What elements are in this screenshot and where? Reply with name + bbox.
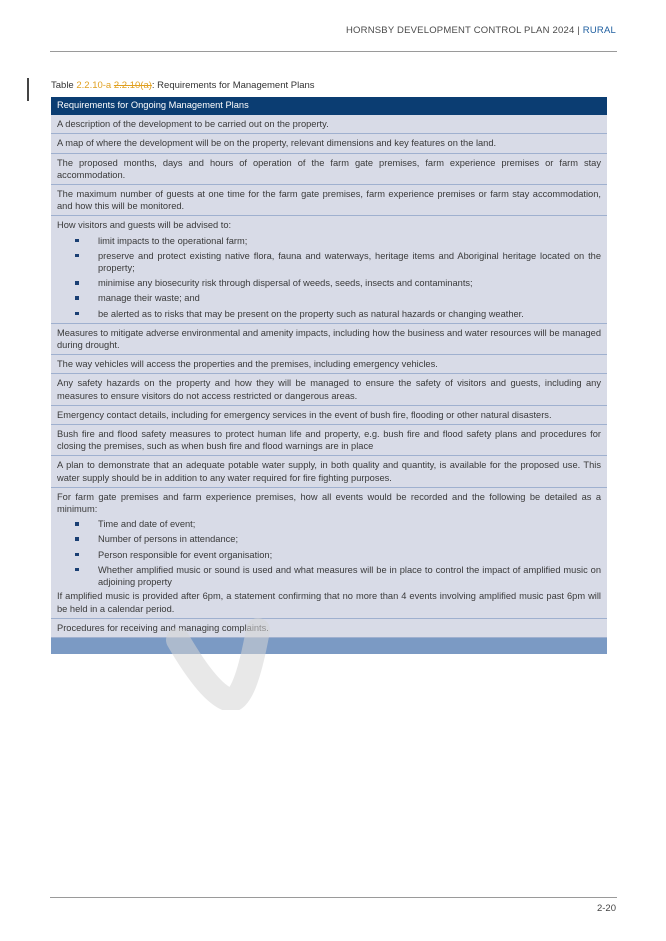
square-bullet-icon xyxy=(75,239,79,243)
table-footer-band xyxy=(51,638,607,654)
header-divider xyxy=(50,51,617,52)
square-bullet-icon xyxy=(75,281,79,285)
table-header: Requirements for Ongoing Management Plans xyxy=(51,97,607,115)
table-row: Any safety hazards on the property and how they will be managed to ensure the safety of visitors and guests, including any measures to ensure visitors do not access restricted or dangerous areas. xyxy=(51,374,607,405)
table-row: A map of where the development will be on the property, relevant dimensions and key features on the land. xyxy=(51,134,607,153)
inserted-table-number: 2.2.10-a xyxy=(76,80,112,91)
square-bullet-icon xyxy=(75,522,79,526)
footer-divider xyxy=(50,897,617,898)
deleted-table-number: 2.2.10(a) xyxy=(113,80,152,91)
table-row: A plan to demonstrate that an adequate potable water supply, in both quality and quantity, is available for the proposed use. This water supply should be in addition to any water required for fire fighting purposes. xyxy=(51,456,607,487)
header-separator: | xyxy=(577,25,580,36)
table-row: A description of the development to be carried out on the property. xyxy=(51,115,607,134)
management-plan-table xyxy=(51,97,607,654)
list-item: minimise any biosecurity risk through dispersal of weeds, seeds, insects and contaminants; xyxy=(57,277,601,289)
table-row: The way vehicles will access the properties and the premises, including emergency vehicles. xyxy=(51,355,607,374)
square-bullet-icon xyxy=(75,568,79,572)
row-intro: For farm gate premises and farm experience premises, how all events would be recorded and the following be detailed as a minimum: xyxy=(57,491,601,515)
section-name: RURAL xyxy=(582,25,616,36)
table-caption xyxy=(51,80,315,91)
bullet-list xyxy=(57,235,601,320)
page-number: 2-20 xyxy=(596,903,616,914)
tracked-change-marker xyxy=(27,78,29,101)
table-row: Emergency contact details, including for emergency services in the event of bush fire, flooding or other natural disasters. xyxy=(51,406,607,425)
list-item: be alerted as to risks that may be present on the property such as natural hazards or changing weather. xyxy=(57,308,601,320)
list-item: Whether amplified music or sound is used and what measures will be in place to control the impact of amplified music on adjoining property xyxy=(57,564,601,588)
caption-prefix: Table xyxy=(51,80,77,91)
running-header xyxy=(346,25,616,36)
square-bullet-icon xyxy=(75,537,79,541)
bullet-list xyxy=(57,518,601,588)
table-row: Bush fire and flood safety measures to protect human life and property, e.g. bush fire and flood safety plans and procedures for closing the premises, such as when bush fire and flood warnings are in place xyxy=(51,425,607,456)
table-row xyxy=(51,488,607,619)
table-row: The maximum number of guests at one time for the farm gate premises, farm experience premises or farm stay accommodation, and how this will be monitored. xyxy=(51,185,607,216)
document-title: HORNSBY DEVELOPMENT CONTROL PLAN 2024 xyxy=(346,25,575,36)
caption-title: : Requirements for Management Plans xyxy=(151,80,315,91)
square-bullet-icon xyxy=(75,312,79,316)
list-item: preserve and protect existing native flora, fauna and waterways, heritage items and Aboriginal heritage located on the property; xyxy=(57,250,601,274)
list-item: manage their waste; and xyxy=(57,292,601,304)
square-bullet-icon xyxy=(75,553,79,557)
square-bullet-icon xyxy=(75,296,79,300)
square-bullet-icon xyxy=(75,254,79,258)
table-row xyxy=(51,216,607,323)
table-row: The proposed months, days and hours of operation of the farm gate premises, farm experience premises or farm stay accommodation. xyxy=(51,154,607,185)
table-row: Measures to mitigate adverse environmental and amenity impacts, including how the business and water resources will be managed during drought. xyxy=(51,324,607,355)
list-item: limit impacts to the operational farm; xyxy=(57,235,601,247)
row-note: If amplified music is provided after 6pm, a statement confirming that no more than 4 events involving amplified music past 6pm will be held in a calendar period. xyxy=(57,591,601,614)
table-row: Procedures for receiving and managing complaints. xyxy=(51,619,607,638)
list-item: Time and date of event; xyxy=(57,518,601,530)
list-item: Person responsible for event organisation; xyxy=(57,549,601,561)
list-item: Number of persons in attendance; xyxy=(57,533,601,545)
row-intro: How visitors and guests will be advised to: xyxy=(57,220,232,231)
